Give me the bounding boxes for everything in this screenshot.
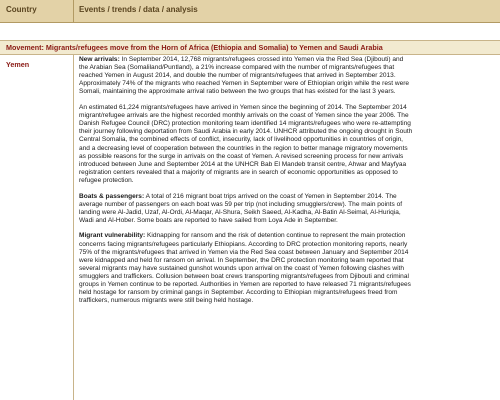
text-line: Central Somalia, the combined effects of conflict, insecurity, lack of livelihood opportunities in countries of origin,	[79, 136, 403, 144]
section-title: Movement: Migrants/refugees move from the Horn of Africa (Ethiopia and Somalia) to Yemen and Saudi Arabia	[6, 43, 383, 52]
text-line: introduced between June and September 2014 at the UNHCR Bab El Mandeb transit centre, Ahwar and Mayfyaa	[79, 160, 407, 168]
text-line: registration centers revealed that a majority of migrants are in search of economic opportunities as opposed to	[79, 168, 398, 176]
text-line: Migrant vulnerability: Kidnapping for ransom and the risk of detention continue to represent the main protection	[79, 232, 406, 240]
header-divider	[73, 0, 74, 22]
text-line: groups in Yemen continue to be reported. Authorities in Yemen are reported to have released 71 migrants/refugees	[79, 281, 411, 288]
text-line: New arrivals: In September 2014, 12,768 migrants/refugees crossed into Yemen via the Red Sea (Djibouti) and	[79, 56, 404, 63]
header-country: Country	[6, 5, 37, 14]
header-events: Events / trends / data / analysis	[79, 5, 198, 14]
text-line: as possible reasons for the surge in arrivals on the coast of Yemen. A revised screening process for new arrivals	[79, 152, 404, 160]
paragraph-lead: Migrant vulnerability:	[79, 232, 146, 240]
text-line: migrant/refugee arrivals are the highest recorded monthly arrivals on the coast of Yemen since the year 2006. The	[79, 112, 409, 120]
text-line: traffickers, numerous migrants were still being held hostage.	[79, 297, 254, 305]
text-line: several migrants may have sustained gunshot wounds upon arrival on the coast of Yemen following clashes with	[79, 264, 404, 272]
text-line: Somali, maintaining the approximate arrival ratio between the two groups that has existed for the last 3 years.	[79, 88, 396, 96]
text-line: refugee protection.	[79, 176, 134, 184]
paragraph-lead: New arrivals:	[79, 56, 120, 63]
column-divider	[73, 55, 74, 400]
text-line: their journey following deportation from Saudi Arabia in early 2014. UNHCR attributed the ongoing drought in South	[79, 128, 413, 136]
text-line: Wadi and Al-Hober. Some boats are reported to have sailed from Loya Ade in September.	[79, 216, 338, 224]
paragraph-lead: Boats & passengers:	[79, 192, 145, 200]
country-cell	[0, 55, 73, 400]
table-header	[0, 0, 500, 23]
text-line: An estimated 61,224 migrants/refugees have arrived in Yemen since the beginning of 2014. The September 2014	[79, 104, 407, 111]
text-line: Danish Refugee Council (DRC) protection monitoring team identified 14 migrants/refugees who were re-attempting	[79, 120, 411, 128]
text-line: reached Yemen in August 2014, and double the number of migrants/refugees that arrived in September 2013.	[79, 72, 396, 80]
country-name: Yemen	[6, 60, 30, 69]
text-line: held hostage for ransom by criminal gangs in September. According to Ethiopian migrants/refugees freed from	[79, 289, 398, 297]
text-line: were kidnapped and held for ransom on arrival. In September, the DRC protection monitoring team reported that	[79, 256, 404, 264]
text-line: and a decreasing level of cooperation between the countries in the region to better manage migratory movements	[79, 144, 408, 152]
text-line: average number of passengers on each boat was 59 per trip (not including smugglers/crew). The main points of	[79, 200, 403, 208]
text-line: concerns facing migrants/refugees particularly Ethiopians. According to DRC protection monitoring reports, nearly	[79, 240, 408, 248]
text-line: Boats & passengers: A total of 216 migrant boat trips arrived on the coast of Yemen in September 2014. The	[79, 192, 397, 200]
text-line: 75% of the migrants/refugees that arrived in Yemen via the Red Sea coast between January and September 2014	[79, 248, 409, 256]
text-line: Approximately 74% of the migrants who reached Yemen in September were of Ethiopian origin while the rest were	[79, 80, 410, 88]
text-line: landing were Al-Jadid, Uzaf, Al-Ordi, Al-Maqar, Al-Shura, Seikh Saeed, Al-Kadha, Al-Batin Al-Seimal, Al-Huriqia,	[79, 208, 401, 216]
text-line: smugglers and traffickers. Collusion between boat crews transporting migrants/refugees from Djibouti and criminal	[79, 272, 409, 280]
section-title-band	[0, 40, 500, 55]
text-line: the Arabian Sea (Somaliland/Puntland), a 21% increase compared with the number of migrants/refugees that	[79, 64, 395, 72]
